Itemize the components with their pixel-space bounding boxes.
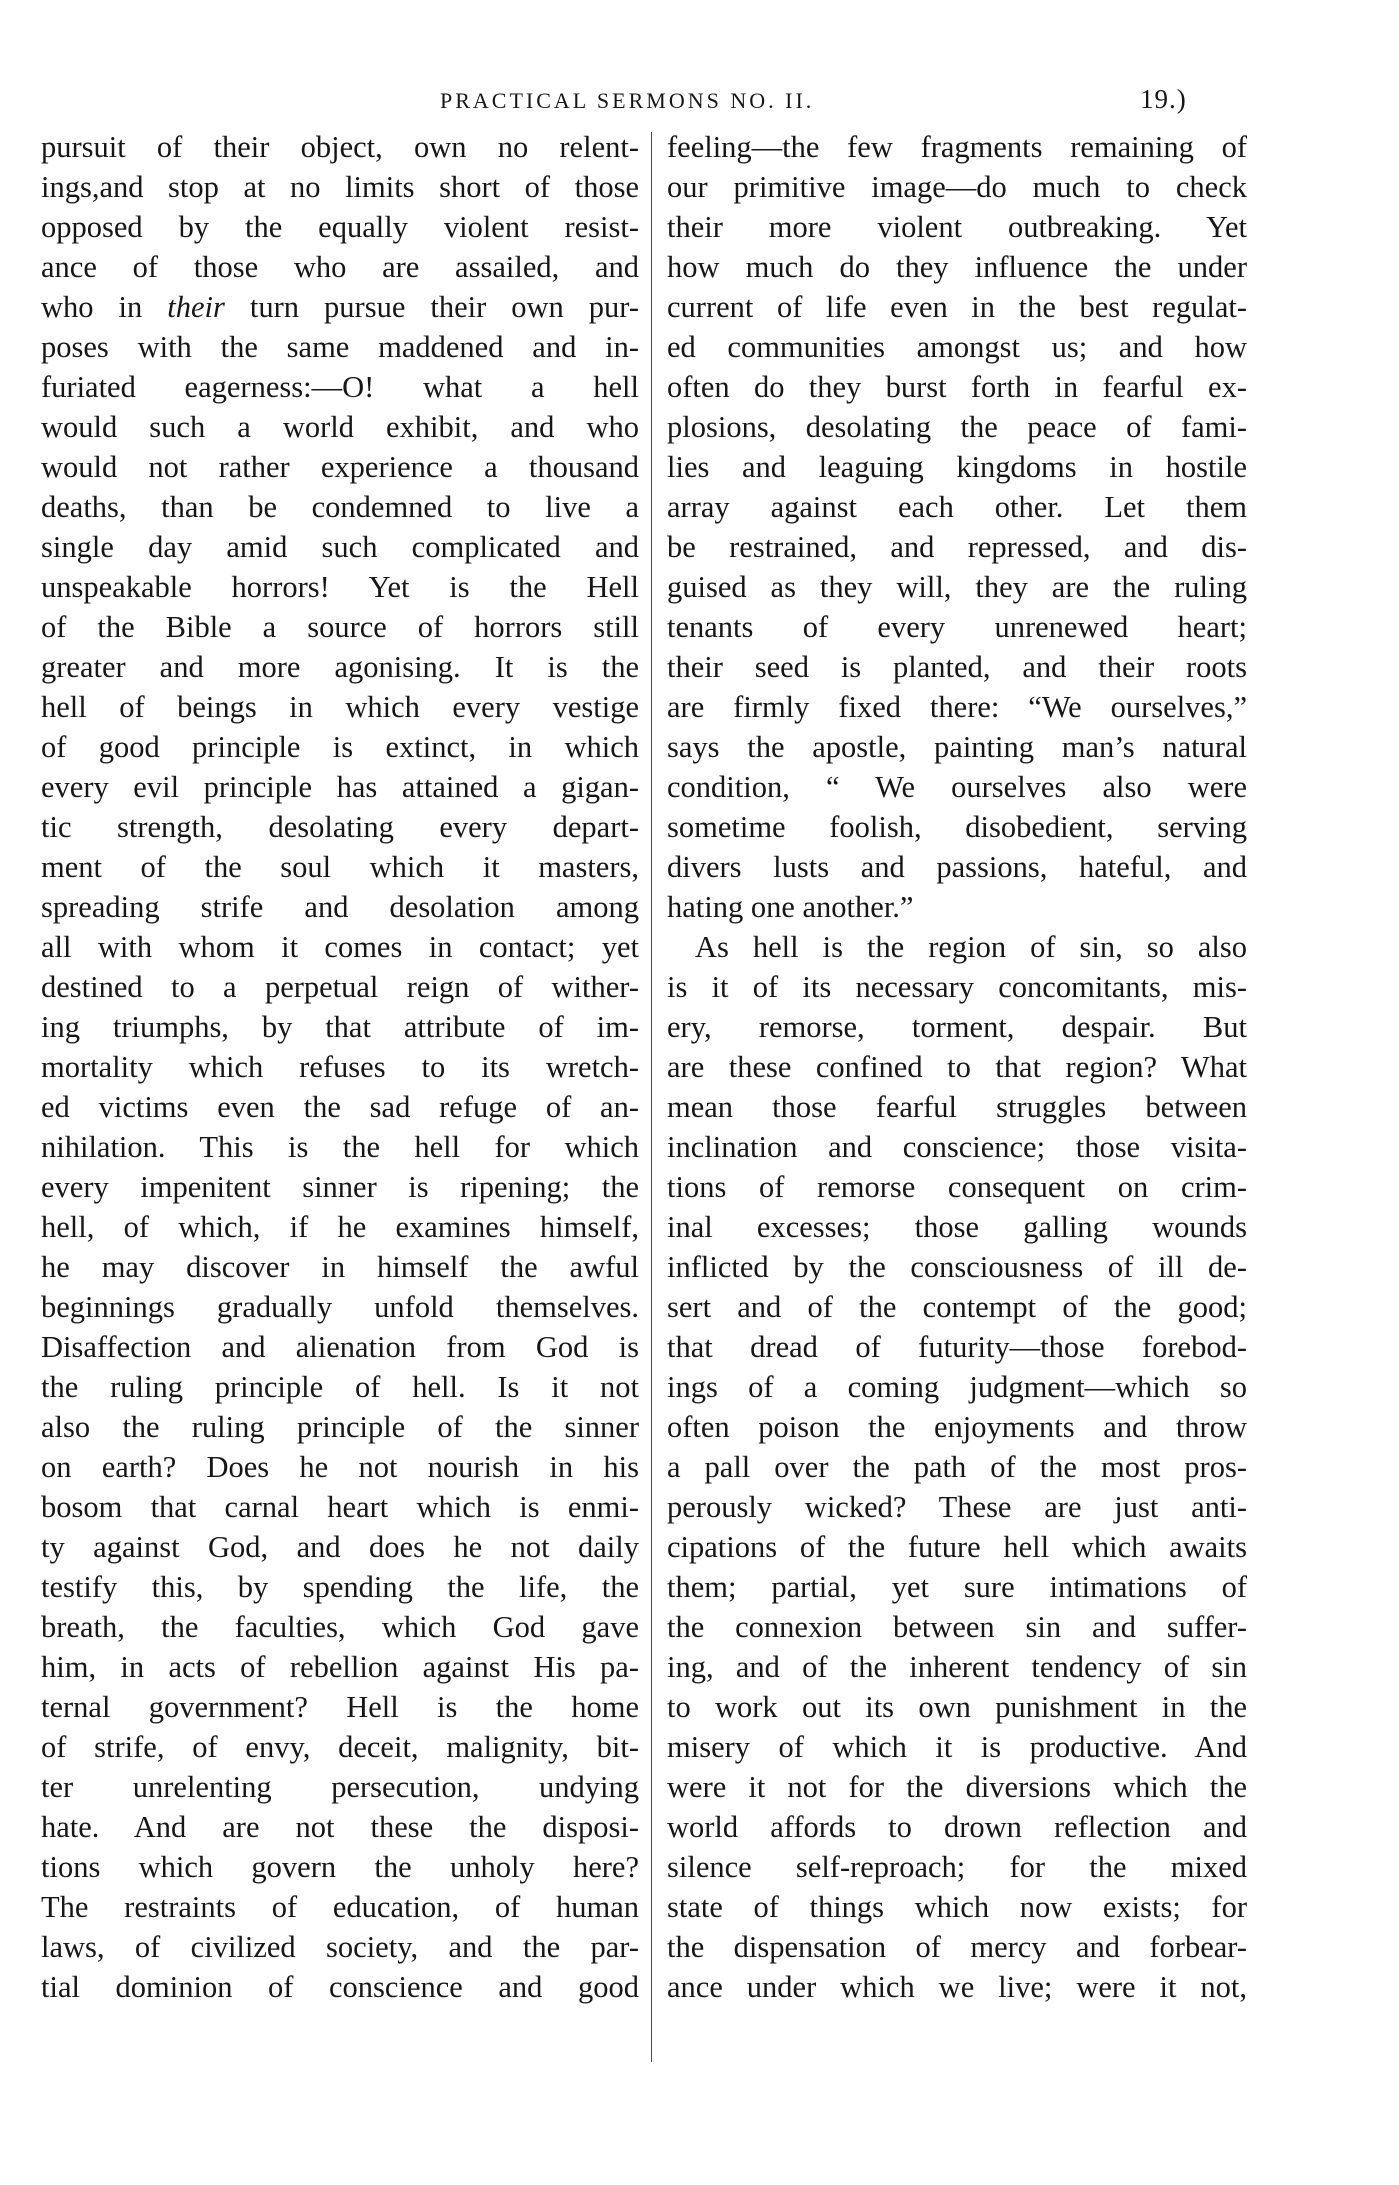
text-line: divers lusts and passions, hateful, and (667, 850, 1247, 884)
text-line: As hell is the region of sin, so also (695, 930, 1247, 964)
text-line: poses with the same maddened and in- (41, 330, 639, 364)
text-line: also the ruling principle of the sinner (41, 1410, 639, 1444)
text-line: would not rather experience a thousand (41, 450, 639, 484)
text-line: state of things which now exists; for (667, 1890, 1247, 1924)
text-line: opposed by the equally violent resist- (41, 210, 639, 244)
text-line: silence self-reproach; for the mixed (667, 1850, 1247, 1884)
text-line: deaths, than be condemned to live a (41, 490, 639, 524)
text-line: of strife, of envy, deceit, malignity, bit- (41, 1730, 639, 1764)
text-line: The restraints of education, of human (41, 1890, 639, 1924)
text-line: their more violent outbreaking. Yet (667, 210, 1247, 244)
text-line: every evil principle has attained a gigan- (41, 770, 639, 804)
text-line: pursuit of their object, own no relent- (41, 130, 639, 164)
text-line: inflicted by the consciousness of ill de- (667, 1250, 1247, 1284)
text-line: perously wicked? These are just anti- (667, 1490, 1247, 1524)
text-line: our primitive image—do much to check (667, 170, 1247, 204)
text-line: ery, remorse, torment, despair. But (667, 1010, 1247, 1044)
text-line: tic strength, desolating every depart- (41, 810, 639, 844)
text-line: breath, the faculties, which God gave (41, 1610, 639, 1644)
text-line: greater and more agonising. It is the (41, 650, 639, 684)
text-line: hate. And are not these the disposi- (41, 1810, 639, 1844)
text-line: single day amid such complicated and (41, 530, 639, 564)
text-line: guised as they will, they are the ruling (667, 570, 1247, 604)
text-line: ter unrelenting persecution, undying (41, 1770, 639, 1804)
text-line: ance under which we live; were it not, (667, 1970, 1247, 2004)
text-line: hell of beings in which every vestige (41, 690, 639, 724)
text-line: tions which govern the unholy here? (41, 1850, 639, 1884)
text-line: who in their turn pursue their own pur- (41, 290, 640, 324)
text-line: destined to a perpetual reign of wither- (41, 970, 639, 1004)
text-line: lies and leaguing kingdoms in hostile (667, 450, 1247, 484)
text-line: sert and of the contempt of the good; (667, 1290, 1247, 1324)
text-line: furiated eagerness:—O! what a hell (41, 370, 639, 404)
text-line: are firmly fixed there: “We ourselves,” (667, 690, 1247, 724)
text-line: him, in acts of rebellion against His pa- (41, 1650, 639, 1684)
text-line: ance of those who are assailed, and (41, 250, 639, 284)
text-line: cipations of the future hell which awaits (667, 1530, 1247, 1564)
text-line: ment of the soul which it masters, (41, 850, 639, 884)
text-line: Disaffection and alienation from God is (41, 1330, 639, 1364)
text-line: spreading strife and desolation among (41, 890, 639, 924)
text-line: sometime foolish, disobedient, serving (667, 810, 1247, 844)
text-line: tions of remorse consequent on crim- (667, 1170, 1247, 1204)
text-line: often poison the enjoyments and throw (667, 1410, 1247, 1444)
text-line: ings,and stop at no limits short of those (41, 170, 639, 204)
text-line: the ruling principle of hell. Is it not (41, 1370, 639, 1404)
text-line: often do they burst forth in fearful ex- (667, 370, 1247, 404)
text-line: plosions, desolating the peace of fami- (667, 410, 1247, 444)
text-line: bosom that carnal heart which is enmi- (41, 1490, 639, 1524)
text-line: the dispensation of mercy and forbear- (667, 1930, 1247, 1964)
text-line: of good principle is extinct, in which (41, 730, 639, 764)
text-line: every impenitent sinner is ripening; the (41, 1170, 639, 1204)
text-line: the connexion between sin and suffer- (667, 1610, 1247, 1644)
text-line: feeling—the few fragments remaining of (667, 130, 1247, 164)
page-number: 19.) (1140, 84, 1187, 114)
text-line: how much do they influence the under (667, 250, 1247, 284)
text-line: laws, of civilized society, and the par- (41, 1930, 639, 1964)
text-line: inclination and conscience; those visita- (667, 1130, 1247, 1164)
text-line: of the Bible a source of horrors still (41, 610, 639, 644)
running-title: PRACTICAL SERMONS NO. II. (440, 88, 815, 113)
text-line: be restrained, and repressed, and dis- (667, 530, 1247, 564)
text-line: mean those fearful struggles between (667, 1090, 1247, 1124)
text-line: are these confined to that region? What (667, 1050, 1247, 1084)
text-line: all with whom it comes in contact; yet (41, 930, 639, 964)
running-head (0, 82, 1399, 122)
text-line: he may discover in himself the awful (41, 1250, 639, 1284)
text-line: hating one another.” (667, 890, 914, 924)
text-line: beginnings gradually unfold themselves. (41, 1290, 639, 1324)
text-line: unspeakable horrors! Yet is the Hell (41, 570, 639, 604)
right-text-column (667, 127, 1247, 2007)
text-line: would such a world exhibit, and who (41, 410, 639, 444)
left-text-column (41, 127, 639, 2007)
text-line: testify this, by spending the life, the (41, 1570, 639, 1604)
text-line: array against each other. Let them (667, 490, 1247, 524)
text-line: them; partial, yet sure intimations of (667, 1570, 1247, 1604)
text-line: their seed is planted, and their roots (667, 650, 1247, 684)
column-divider-rule (651, 132, 652, 2062)
text-line: ing triumphs, by that attribute of im- (41, 1010, 639, 1044)
text-line: condition, “ We ourselves also were (667, 770, 1247, 804)
text-line: mortality which refuses to its wretch- (41, 1050, 639, 1084)
text-line: hell, of which, if he examines himself, (41, 1210, 639, 1244)
text-line: misery of which it is productive. And (667, 1730, 1247, 1764)
text-line: is it of its necessary concomitants, mis- (667, 970, 1247, 1004)
text-line: inal excesses; those galling wounds (667, 1210, 1247, 1244)
text-line: ings of a coming judgment—which so (667, 1370, 1247, 1404)
text-line: world affords to drown reflection and (667, 1810, 1247, 1844)
text-line: ed communities amongst us; and how (667, 330, 1247, 364)
text-line: ty against God, and does he not daily (41, 1530, 639, 1564)
text-line: to work out its own punishment in the (667, 1690, 1247, 1724)
text-line: that dread of futurity—those forebod- (667, 1330, 1247, 1364)
text-line: ing, and of the inherent tendency of sin (667, 1650, 1247, 1684)
text-line: tial dominion of conscience and good (41, 1970, 639, 2004)
text-line: tenants of every unrenewed heart; (667, 610, 1247, 644)
text-line: ternal government? Hell is the home (41, 1690, 639, 1724)
text-line: ed victims even the sad refuge of an- (41, 1090, 639, 1124)
text-line: were it not for the diversions which the (667, 1770, 1247, 1804)
text-line: says the apostle, painting man’s natural (667, 730, 1247, 764)
text-line: nihilation. This is the hell for which (41, 1130, 639, 1164)
text-line: current of life even in the best regulat- (667, 290, 1247, 324)
text-line: a pall over the path of the most pros- (667, 1450, 1247, 1484)
text-line: on earth? Does he not nourish in his (41, 1450, 639, 1484)
